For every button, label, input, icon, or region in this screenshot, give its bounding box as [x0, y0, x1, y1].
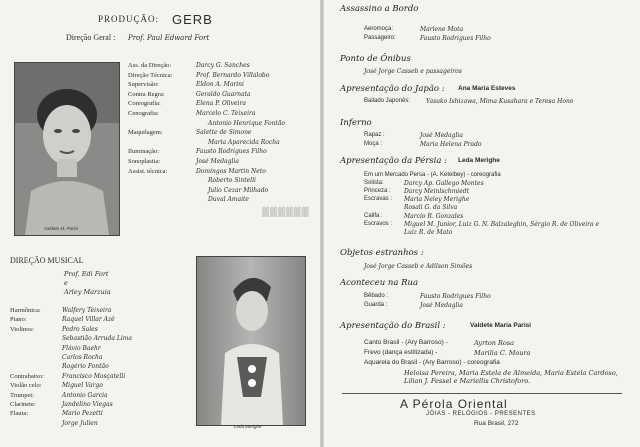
role-value: José Medaglia: [420, 302, 463, 309]
portrait-image: [15, 63, 119, 235]
musician-name: Jandelino Viegas: [62, 401, 113, 408]
credit-value: Darcy G. Sanches: [196, 62, 250, 69]
role-value: José Jorge Casseb e passageiros: [364, 68, 462, 75]
role-value: Maria Helena Prado: [420, 141, 482, 148]
ad-divider: [342, 393, 622, 394]
section-title: Apresentação do Japão :: [340, 84, 445, 94]
photo1-caption: Valdete M. Parisi: [44, 226, 78, 231]
musician-name: Miguel Vargo: [62, 382, 103, 390]
role-value: Heloisa Pereira, Maria Estela de Almeida, Maria Estela Cardoso,: [404, 369, 618, 377]
role-value: José Medaglia: [420, 132, 463, 139]
role-value: Luiz R. de Mato: [404, 229, 453, 236]
direcao-musical-name-2: e: [64, 279, 68, 287]
musician-name: Pedro Sales: [62, 325, 98, 333]
portrait-image-costume: [197, 257, 305, 425]
role-value: Darcy Ap. Gallego Montes: [404, 180, 484, 187]
credit-value: Roberto Sintelli: [208, 177, 256, 185]
role-label: Moça :: [364, 141, 383, 147]
role-value: Maria Neley Merighe: [404, 196, 470, 203]
section-performer: Leda Merighe: [458, 157, 500, 164]
section-title: Ponto de Ônibus: [340, 54, 411, 64]
credit-label: Sonoplastia:: [128, 158, 161, 165]
role-label: Princeza :: [364, 188, 391, 194]
credit-label: Coreografia:: [128, 100, 161, 108]
credit-value: Maria Aparecida Rocha: [208, 138, 280, 146]
credit-value: José Medaglia: [196, 158, 239, 165]
musician-instrument: Trumpet:: [10, 391, 34, 399]
musician-name: Walfery Teixeira: [62, 307, 112, 314]
musician-instrument: Violão celo:: [10, 382, 42, 390]
portrait-photo-leda: [196, 256, 306, 426]
role-value: Miguel M. Junior, Luiz G. N. Balzaleghin, Sérgio R. de Oliveira e: [404, 221, 600, 228]
credit-value: Elena P. Oliveira: [196, 100, 246, 108]
credit-value: Antonio Henrique Fontão: [208, 119, 286, 127]
direcao-geral-label: Direção Geral :: [66, 33, 116, 42]
credit-label: Cenografia:: [128, 110, 159, 117]
role-label: Escravas :: [364, 196, 393, 202]
musician-name: Francisco Mosçatelli: [62, 372, 126, 380]
direcao-geral-value: Prof. Paul Edward Fort: [128, 34, 210, 42]
role-label: Guarda :: [364, 302, 388, 308]
role-label: Aeromoça:: [364, 26, 394, 32]
credit-value: Domingos Martin Neto: [196, 167, 266, 175]
musician-name: Carlos Rocha: [62, 354, 103, 361]
role-label: Escravos :: [364, 221, 393, 227]
musician-name: Flávio Baehr: [62, 344, 101, 352]
credit-label: Ass. da Direção:: [128, 62, 172, 69]
section-title: Assassino a Bordo: [340, 4, 419, 14]
role-value: Darcy Meinlschmiedt: [404, 188, 470, 195]
credit-value: Julio Cezar Milhado: [208, 186, 269, 194]
role-label: Solista:: [364, 180, 384, 186]
direcao-musical-name-1: Prof. Edi Fort: [64, 270, 109, 278]
credit-value: Fausto Rodrigues Filho: [196, 148, 267, 156]
musician-name: Jorge Julien: [62, 419, 98, 427]
credit-value: Duval Amaite: [208, 196, 249, 204]
direcao-musical-label: DIREÇÃO MUSICAL: [10, 256, 84, 265]
role-value: José Jorge Casseb e Adilson Simões: [364, 263, 473, 270]
musician-name: Mario Pezetti: [62, 410, 103, 418]
credit-value: Eldon A. Marini: [196, 81, 244, 89]
credit-value: Prof. Bernardo Villalobo: [196, 71, 270, 79]
musician-name: Antonio Garcia: [62, 391, 108, 399]
credit-value: Geraldo Guarnata: [196, 90, 251, 98]
role-value: Fausto Rodrigues Filho: [420, 35, 491, 42]
credit-label: Supervisão:: [128, 81, 159, 89]
section-performer: Valdete Maria Parisi: [470, 322, 532, 329]
section-performer: Ana Maria Esteves: [458, 85, 516, 92]
section-title: Apresentação da Pérsia :: [340, 156, 448, 166]
musician-name: Sebastião Arruda Lima: [62, 335, 133, 343]
role-label: Bailado Japonês:: [364, 98, 411, 104]
ad-brand: A Pérola Oriental: [400, 397, 508, 411]
musician-instrument: Harmônica:: [10, 307, 41, 314]
ad-tagline: JÓIAS - RELÓGIOS - PRESENTES: [426, 411, 536, 417]
role-value: Ayrton Rosa: [474, 339, 515, 347]
photo2-caption: Leda Merighe: [234, 424, 262, 429]
producao-value: GERB: [172, 12, 213, 27]
credit-label: Maquilagem:: [128, 129, 163, 137]
right-page: [324, 0, 640, 447]
credit-label: Contra Regra:: [128, 90, 165, 98]
section-title: Inferno: [340, 118, 372, 128]
role-value: Fausto Rodrigues Filho: [420, 293, 491, 300]
musician-instrument: Piano:: [10, 316, 27, 324]
musician-instrument: Flauta:: [10, 410, 29, 418]
ad-address: Rua Brasil, 272: [474, 420, 519, 427]
credit-label: Iluminação:: [128, 148, 160, 156]
portrait-photo-valdete: [14, 62, 120, 236]
section-title: Apresentação do Brasil :: [340, 321, 446, 331]
credit-label: Assist. técnica:: [128, 167, 168, 175]
role-label: Bêbado :: [364, 293, 389, 299]
role-value: Marcio R. Gonzales: [404, 213, 464, 220]
role-label: Rapaz :: [364, 132, 385, 138]
musician-instrument: Contrabaixo:: [10, 372, 44, 380]
producao-label: PRODUÇÃO:: [98, 14, 160, 24]
role-label: Frevo (dança estilizada) -: [364, 349, 438, 356]
role-value: Marlene Mota: [420, 26, 464, 33]
direcao-musical-name-3: Arley Marzuia: [64, 288, 111, 296]
role-value: Rosali G. da Silva: [404, 204, 458, 211]
role-value: Yasuko Ishizawa, Mima Kusahara e Teresa Hono: [426, 98, 574, 105]
role-label: Aquarela do Brasil - (Ary Barroso) - coreografia: [364, 359, 500, 366]
musician-name: Rogério Fontão: [62, 363, 109, 371]
credit-value: Marcelo C. Teixeira: [196, 110, 256, 117]
role-label: Califa :: [364, 213, 383, 219]
role-value: Marilia C. Moura: [474, 349, 531, 357]
bleed-through-text: ▓▓▓▓▓▓: [262, 208, 310, 218]
credit-label: Direção Técnica:: [128, 71, 173, 79]
role-label: Em um Mercado Persa - (A. Ketelbey) - coreografia: [364, 172, 501, 178]
section-title: Aconteceu na Rua: [340, 278, 419, 288]
musician-instrument: Clarinete:: [10, 401, 36, 408]
section-title: Objetos estranhos :: [340, 248, 424, 258]
musician-instrument: Violinos:: [10, 325, 34, 333]
musician-name: Raquel Villar Azê: [62, 316, 115, 324]
role-value: Lilian J. Fessel e Mariellis Christoforo.: [404, 377, 531, 385]
credit-value: Salette de Simone: [196, 129, 252, 137]
role-label: Canto Brasil - (Ary Barroso) -: [364, 339, 448, 346]
role-label: Passageiro:: [364, 35, 396, 41]
